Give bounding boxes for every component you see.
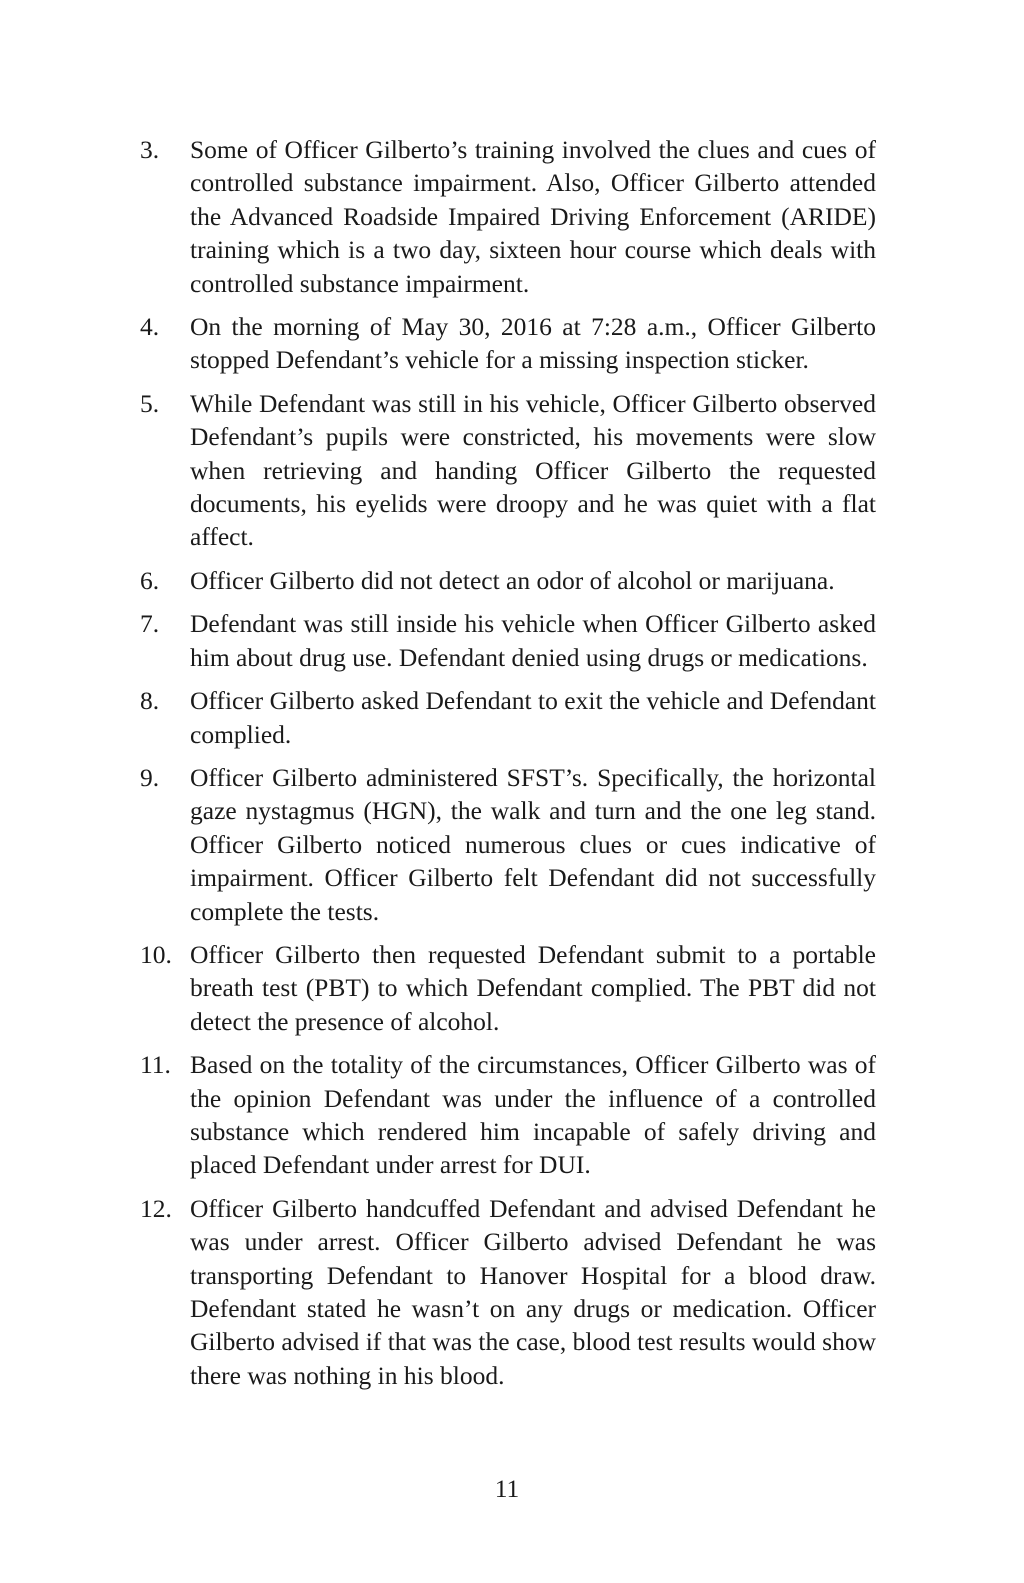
list-item <box>0 1192 1024 1392</box>
item-text: Defendant was still inside his vehicle when Officer Gilberto asked him about drug use. Defendant denied using drugs or medications. <box>190 609 876 672</box>
item-number: 6. <box>140 565 160 595</box>
item-number: 4. <box>140 312 160 342</box>
item-text: Officer Gilberto handcuffed Defendant and advised Defendant he was under arrest. Officer Gilberto advised Defendant he was transporting Defendant to Hanover Hospital for a blood draw. Defendant stated he wasn’t on any drugs or medication. Officer Gilberto advised if that was the case, blood test results would show there was nothing in his blood. <box>190 1193 876 1390</box>
list-item <box>0 133 1024 300</box>
item-number: 11. <box>140 1050 171 1080</box>
item-number: 9. <box>140 762 160 792</box>
list-item <box>0 564 1024 597</box>
list-item <box>0 387 1024 554</box>
item-text: Officer Gilberto administered SFST’s. Specifically, the horizontal gaze nystagmus (HGN), the walk and turn and the one leg stand. Officer Gilberto noticed numerous clues or cues indicative of impairment. Officer Gilberto felt Defendant did not successfully complete the tests. <box>190 762 876 926</box>
item-text: Officer Gilberto then requested Defendant submit to a portable breath test (PBT) to which Defendant complied. The PBT did not detect the presence of alcohol. <box>190 939 876 1036</box>
item-number: 5. <box>140 388 160 418</box>
item-text: Some of Officer Gilberto’s training involved the clues and cues of controlled substance impairment. Also, Officer Gilberto attended the Advanced Roadside Impaired Driving Enforcement (ARIDE) training which is a two day, sixteen hour course which deals with controlled substance impairment. <box>190 135 876 298</box>
item-number: 12. <box>140 1193 172 1223</box>
item-text: Officer Gilberto asked Defendant to exit the vehicle and Defendant complied. <box>190 686 876 749</box>
item-text: Based on the totality of the circumstances, Officer Gilberto was of the opinion Defendant was under the influence of a controlled substance which rendered him incapable of safely driving and placed Defendant under arrest for DUI. <box>190 1050 876 1180</box>
item-text: While Defendant was still in his vehicle, Officer Gilberto observed Defendant’s pupils were constricted, his movements were slow when retrieving and handing Officer Gilberto the requested documents, his eyelids were droopy and he was quiet with a flat affect. <box>190 388 876 552</box>
list-item <box>0 761 1024 928</box>
item-text: Officer Gilberto did not detect an odor of alcohol or marijuana. <box>190 565 835 595</box>
item-number: 8. <box>140 686 160 716</box>
list-item <box>0 938 1024 1038</box>
list-item <box>0 607 1024 674</box>
item-text: On the morning of May 30, 2016 at 7:28 a.m., Officer Gilberto stopped Defendant’s vehicle for a missing inspection sticker. <box>190 312 876 375</box>
page-number: 11 <box>494 1474 520 1503</box>
numbered-findings-list <box>0 133 1024 1402</box>
item-number: 10. <box>140 939 172 969</box>
list-item <box>0 1048 1024 1182</box>
list-item <box>0 684 1024 751</box>
item-number: 3. <box>140 135 160 164</box>
item-number: 7. <box>140 609 160 639</box>
list-item <box>0 310 1024 377</box>
